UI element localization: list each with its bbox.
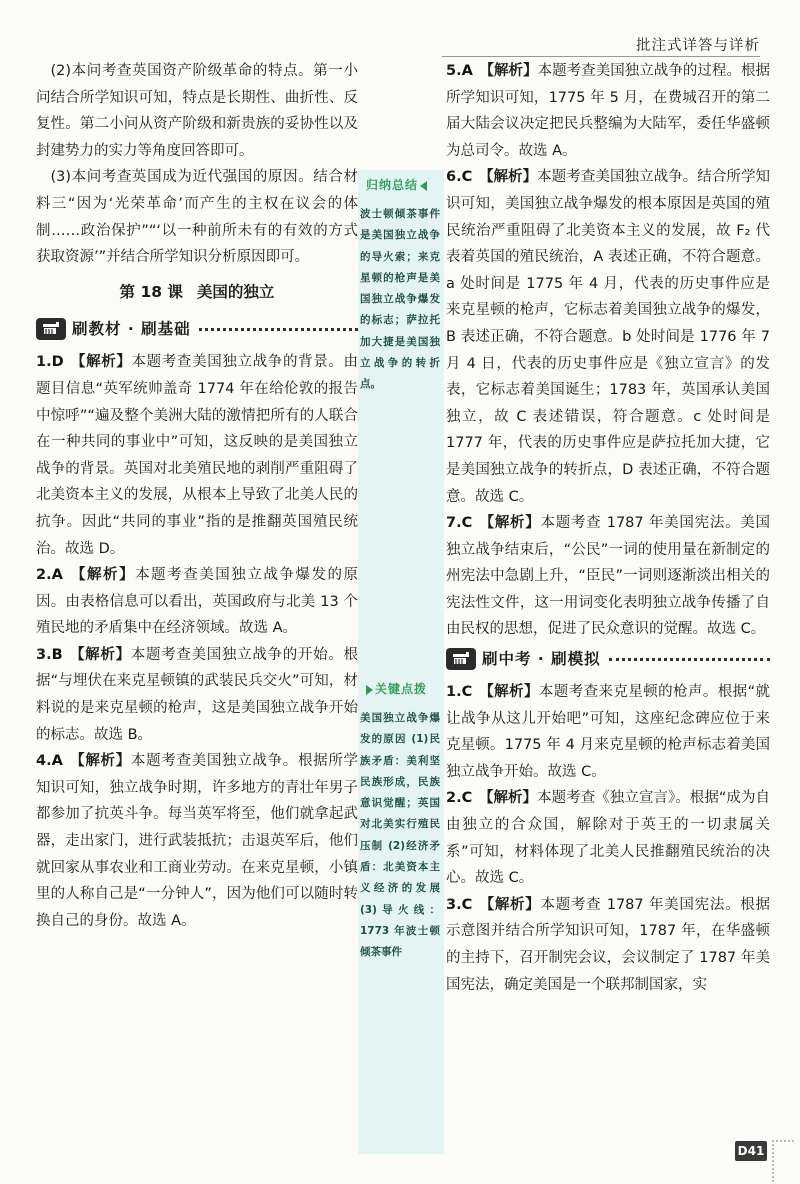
answer-q1 — [36, 349, 358, 562]
header-rule — [442, 56, 760, 57]
sidebar-note-keypoint: 美国独立战争爆发的原因 (1)民族矛盾：美利坚民族形成，民族意识觉醒；英国对北美实行殖民压制 (2)经济矛盾：北美资本主义经济的发展 (3)导火线：1773 年波士顿倾茶事件 — [360, 712, 440, 959]
analysis-tag: 【解析】 — [70, 753, 131, 770]
answer-text: 本题考查美国独立战争的背景。由题目信息“英军统帅盖奇 1774 年在给伦敦的报告中惊呼”“遍及整个美洲大陆的激情把所有的人联合在一种共同的事业中”可知，这反映的是美国独立战争的背景。英国对北美殖民地的剥削严重阻碍了北美资本主义的发展，从根本上导致了北美人民的抗争。因此“共同的事业”指的是推翻英国殖民统治。故选 D。 — [36, 354, 359, 557]
paragraph-q3-analysis: (3)本问考查英国成为近代强国的原因。结合材料三“因为‘光荣革命’而产生的主权在议会的体制……政治保护”“‘以一种前所未有的有效的方式获取资源’”并结合所学知识分析原因即可。 — [36, 169, 358, 266]
question-number: 7. — [446, 515, 462, 532]
question-number: 4. — [36, 753, 52, 770]
sidebar-heading-keypoint-text: 关键点拨 — [375, 682, 428, 696]
left-column — [36, 58, 358, 934]
answer-q6 — [446, 164, 770, 510]
question-number: 2. — [36, 567, 52, 584]
answer-letter: A — [51, 753, 63, 770]
question-number: 3. — [36, 646, 52, 663]
arrow-icon — [420, 181, 427, 191]
answer-m3 — [446, 892, 770, 998]
question-number: 1. — [446, 684, 462, 701]
answer-letter: C — [461, 515, 473, 532]
brush-icon — [36, 318, 66, 340]
answer-text: 本题考查美国独立战争爆发的原因。由表格信息可以看出，英国政府与北美 13 个殖民地的矛盾集中在经济领域。故选 A。 — [36, 567, 359, 637]
question-number: 3. — [446, 896, 462, 913]
lesson-heading — [36, 279, 358, 306]
answer-q4 — [36, 748, 358, 934]
answer-letter: B — [51, 646, 63, 663]
page-number-badge: D41 — [735, 1141, 767, 1161]
answer-letter: C — [461, 169, 473, 186]
answer-q2 — [36, 562, 358, 642]
answer-q7 — [446, 510, 770, 643]
section-title-mock: 刷中考 · 刷模拟 — [482, 649, 601, 668]
lesson-title: 美国的独立 — [196, 282, 275, 301]
answer-text: 本题考查 1787 年美国宪法。美国独立战争结束后，“公民”一词的使用量在新制定的州宪法中急剧上升，“臣民”一词则逐渐淡出相关的宪法性文件，这一用词变化表明独立战争传播了自由民权的思想，促进了民众意识的觉醒。故选 C。 — [446, 515, 771, 638]
answer-letter: D — [51, 354, 64, 371]
answer-m1 — [446, 679, 770, 785]
answer-q5 — [446, 58, 770, 164]
analysis-tag: 【解析】 — [479, 515, 541, 532]
paragraph-q2-analysis: (2)本问考查英国资产阶级革命的特点。第一小问结合所学知识可知，特点是长期性、曲折性、反复性。第二小问从资产阶级和新贵族的妥协性以及封建势力的实力等角度回答即可。 — [36, 63, 358, 159]
answer-text: 本题考查美国独立战争。结合所学知识可知，美国独立战争爆发的根本原因是英国的殖民统治严重阻碍了北美资本主义的发展，故 F₂ 代表着英国的殖民统治，A 表述正确，不符合题意。a 处时间是 1775 年 4 月，代表的历史事件应是来克星顿的枪声，它标志着美国独立战争的爆发，B 表述正确，不符合题意。b 处时间是 1776 年 7 月 4 日，代表的历史事件应是《独立宣言》的发表，它标志着美国诞生；1783 年，英国承认美国独立，故 C 表述错误，符合题意。c 处时间是 1777 年，代表的历史事件应是萨拉托加大捷，它是美国独立战争的转折点，D 表述正确，不符合题意。故选 C。 — [446, 169, 771, 505]
analysis-tag: 【解析】 — [479, 684, 539, 701]
answer-letter: C — [461, 790, 473, 807]
analysis-tag: 【解析】 — [478, 790, 538, 807]
section-bar-mock — [446, 645, 770, 673]
analysis-tag: 【解析】 — [479, 896, 541, 913]
analysis-tag: 【解析】 — [70, 567, 136, 584]
dotted-divider — [199, 328, 358, 331]
question-number: 2. — [446, 790, 462, 807]
answer-letter: C — [461, 684, 473, 701]
analysis-tag: 【解析】 — [479, 63, 538, 79]
question-number: 6. — [446, 169, 462, 186]
analysis-tag: 【解析】 — [478, 169, 538, 186]
answer-letter: C — [461, 896, 473, 913]
answer-text: 本题考查美国独立战争的开始。根据“与埋伏在来克星顿镇的武装民兵交火”可知，材料说的是来克星顿的枪声，这是美国独立战争开始的标志。故选 B。 — [36, 646, 359, 743]
answer-text: 本题考查美国独立战争。根据所学知识可知，独立战争时期，许多地方的青壮年男子都参加了抗英斗争。每当英军将至，他们就拿起武器，走出家门，进行武装抵抗；击退英军后，他们就回家从事农业和工商业劳动。在来克星顿，小镇里的人称自己是“一分钟人”，因为他们可以随时转换自己的身份。故选 A。 — [36, 753, 359, 929]
answer-text: 本题考查《独立宣言》。根据“成为自由独立的合众国，解除对于英王的一切隶属关系”可知，材料体现了北美人民推翻殖民统治的决心。故选 C。 — [446, 790, 771, 887]
sidebar-note-summary: 波士顿倾茶事件是美国独立战争的导火索；来克星顿的枪声是美国独立战争爆发的标志；萨拉托加大捷是美国独立战争的转折点。 — [360, 208, 440, 391]
page-header-title: 批注式详答与详析 — [636, 38, 760, 54]
answer-text: 本题考查 1787 年美国宪法。根据示意图并结合所学知识可知，1787 年，在华盛顿的主持下，召开制宪会议，会议制定了 1787 年美国宪法，确定美国是一个联邦制国家，实 — [446, 896, 771, 993]
sidebar-heading-keypoint — [366, 680, 427, 697]
question-number: 5. — [446, 63, 462, 79]
answer-letter: A — [461, 63, 473, 79]
lesson-number: 第 18 课 — [119, 282, 183, 301]
section-title-basics: 刷教材 · 刷基础 — [72, 320, 191, 339]
right-column — [446, 58, 770, 998]
question-number: 1. — [36, 354, 52, 371]
answer-text: 本题考查来克星顿的枪声。根据“就让战争从这儿开始吧”可知，这座纪念碑应位于来克星顿。1775 年 4 月来克星顿的枪声标志着美国独立战争开始。故选 C。 — [446, 684, 770, 780]
answer-text: 本题考查美国独立战争的过程。根据所学知识可知，1775 年 5 月，在费城召开的第二届大陆会议决定把民兵整编为大陆军，委任华盛顿为总司令。故选 A。 — [446, 63, 771, 159]
answer-q3 — [36, 642, 358, 748]
analysis-tag: 【解析】 — [70, 354, 132, 371]
sidebar-heading-summary-text: 归纳总结 — [366, 178, 419, 192]
answer-m2 — [446, 785, 770, 891]
dotted-divider — [609, 658, 770, 661]
arrow-icon — [366, 685, 373, 695]
sidebar-heading-summary — [366, 176, 427, 193]
analysis-tag: 【解析】 — [69, 646, 131, 663]
brush-icon — [446, 648, 476, 670]
answer-letter: A — [51, 567, 63, 584]
corner-dots — [772, 1140, 794, 1182]
section-bar-basics — [36, 315, 358, 343]
